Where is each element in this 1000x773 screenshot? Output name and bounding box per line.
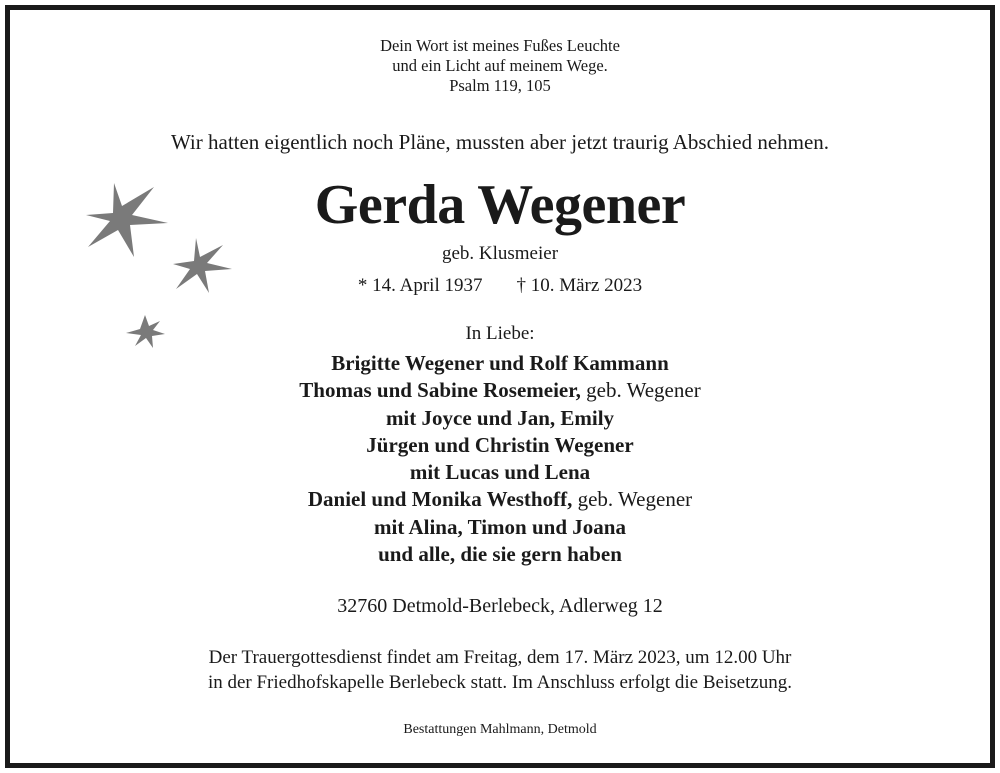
undertaker-credit: Bestattungen Mahlmann, Detmold [403, 722, 597, 737]
mourner-line: mit Alina, Timon und Joana [374, 514, 626, 539]
mourner-line: mit Lucas und Lena [409, 460, 591, 485]
mourner-line: Thomas und Sabine Rosemeier, geb. Wegener [299, 378, 701, 403]
birth-date: * 14. April 1937 [357, 275, 483, 296]
verse-line-1: Dein Wort ist meines Fußes Leuchte [380, 36, 620, 55]
verse-line-2: und ein Licht auf meinem Wege. [392, 56, 608, 75]
service-line-2: in der Friedhofskapelle Berlebeck statt. Im Anschluss erfolgt die Beisetzung. [207, 672, 793, 693]
maiden-name: geb. Klusmeier [441, 243, 559, 264]
mourner-line: Jürgen und Christin Wegener [366, 432, 634, 457]
mourner-line: Daniel und Monika Westhoff, geb. Wegener [307, 487, 693, 512]
mourner-line: Brigitte Wegener und Rolf Kammann [331, 351, 669, 375]
family-address: 32760 Detmold-Berlebeck, Adlerweg 12 [337, 595, 663, 617]
mourners-list [0, 350, 1000, 568]
funeral-service-info [0, 645, 1000, 695]
mourner-line: mit Joyce und Jan, Emily [385, 405, 615, 430]
intro-text: Wir hatten eigentlich noch Pläne, mussten aber jetzt traurig Abschied nehmen. [170, 130, 830, 154]
bible-verse [0, 36, 1000, 96]
deceased-name: Gerda Wegener [314, 174, 686, 236]
mourner-line: und alle, die sie gern haben [378, 542, 622, 567]
death-date: † 10. März 2023 [516, 275, 643, 296]
verse-reference: Psalm 119, 105 [449, 76, 551, 95]
service-line-1: Der Trauergottesdienst findet am Freitag, dem 17. März 2023, um 12.00 Uhr [208, 647, 792, 668]
in-love-label: In Liebe: [465, 323, 535, 344]
life-dates [0, 272, 1000, 300]
